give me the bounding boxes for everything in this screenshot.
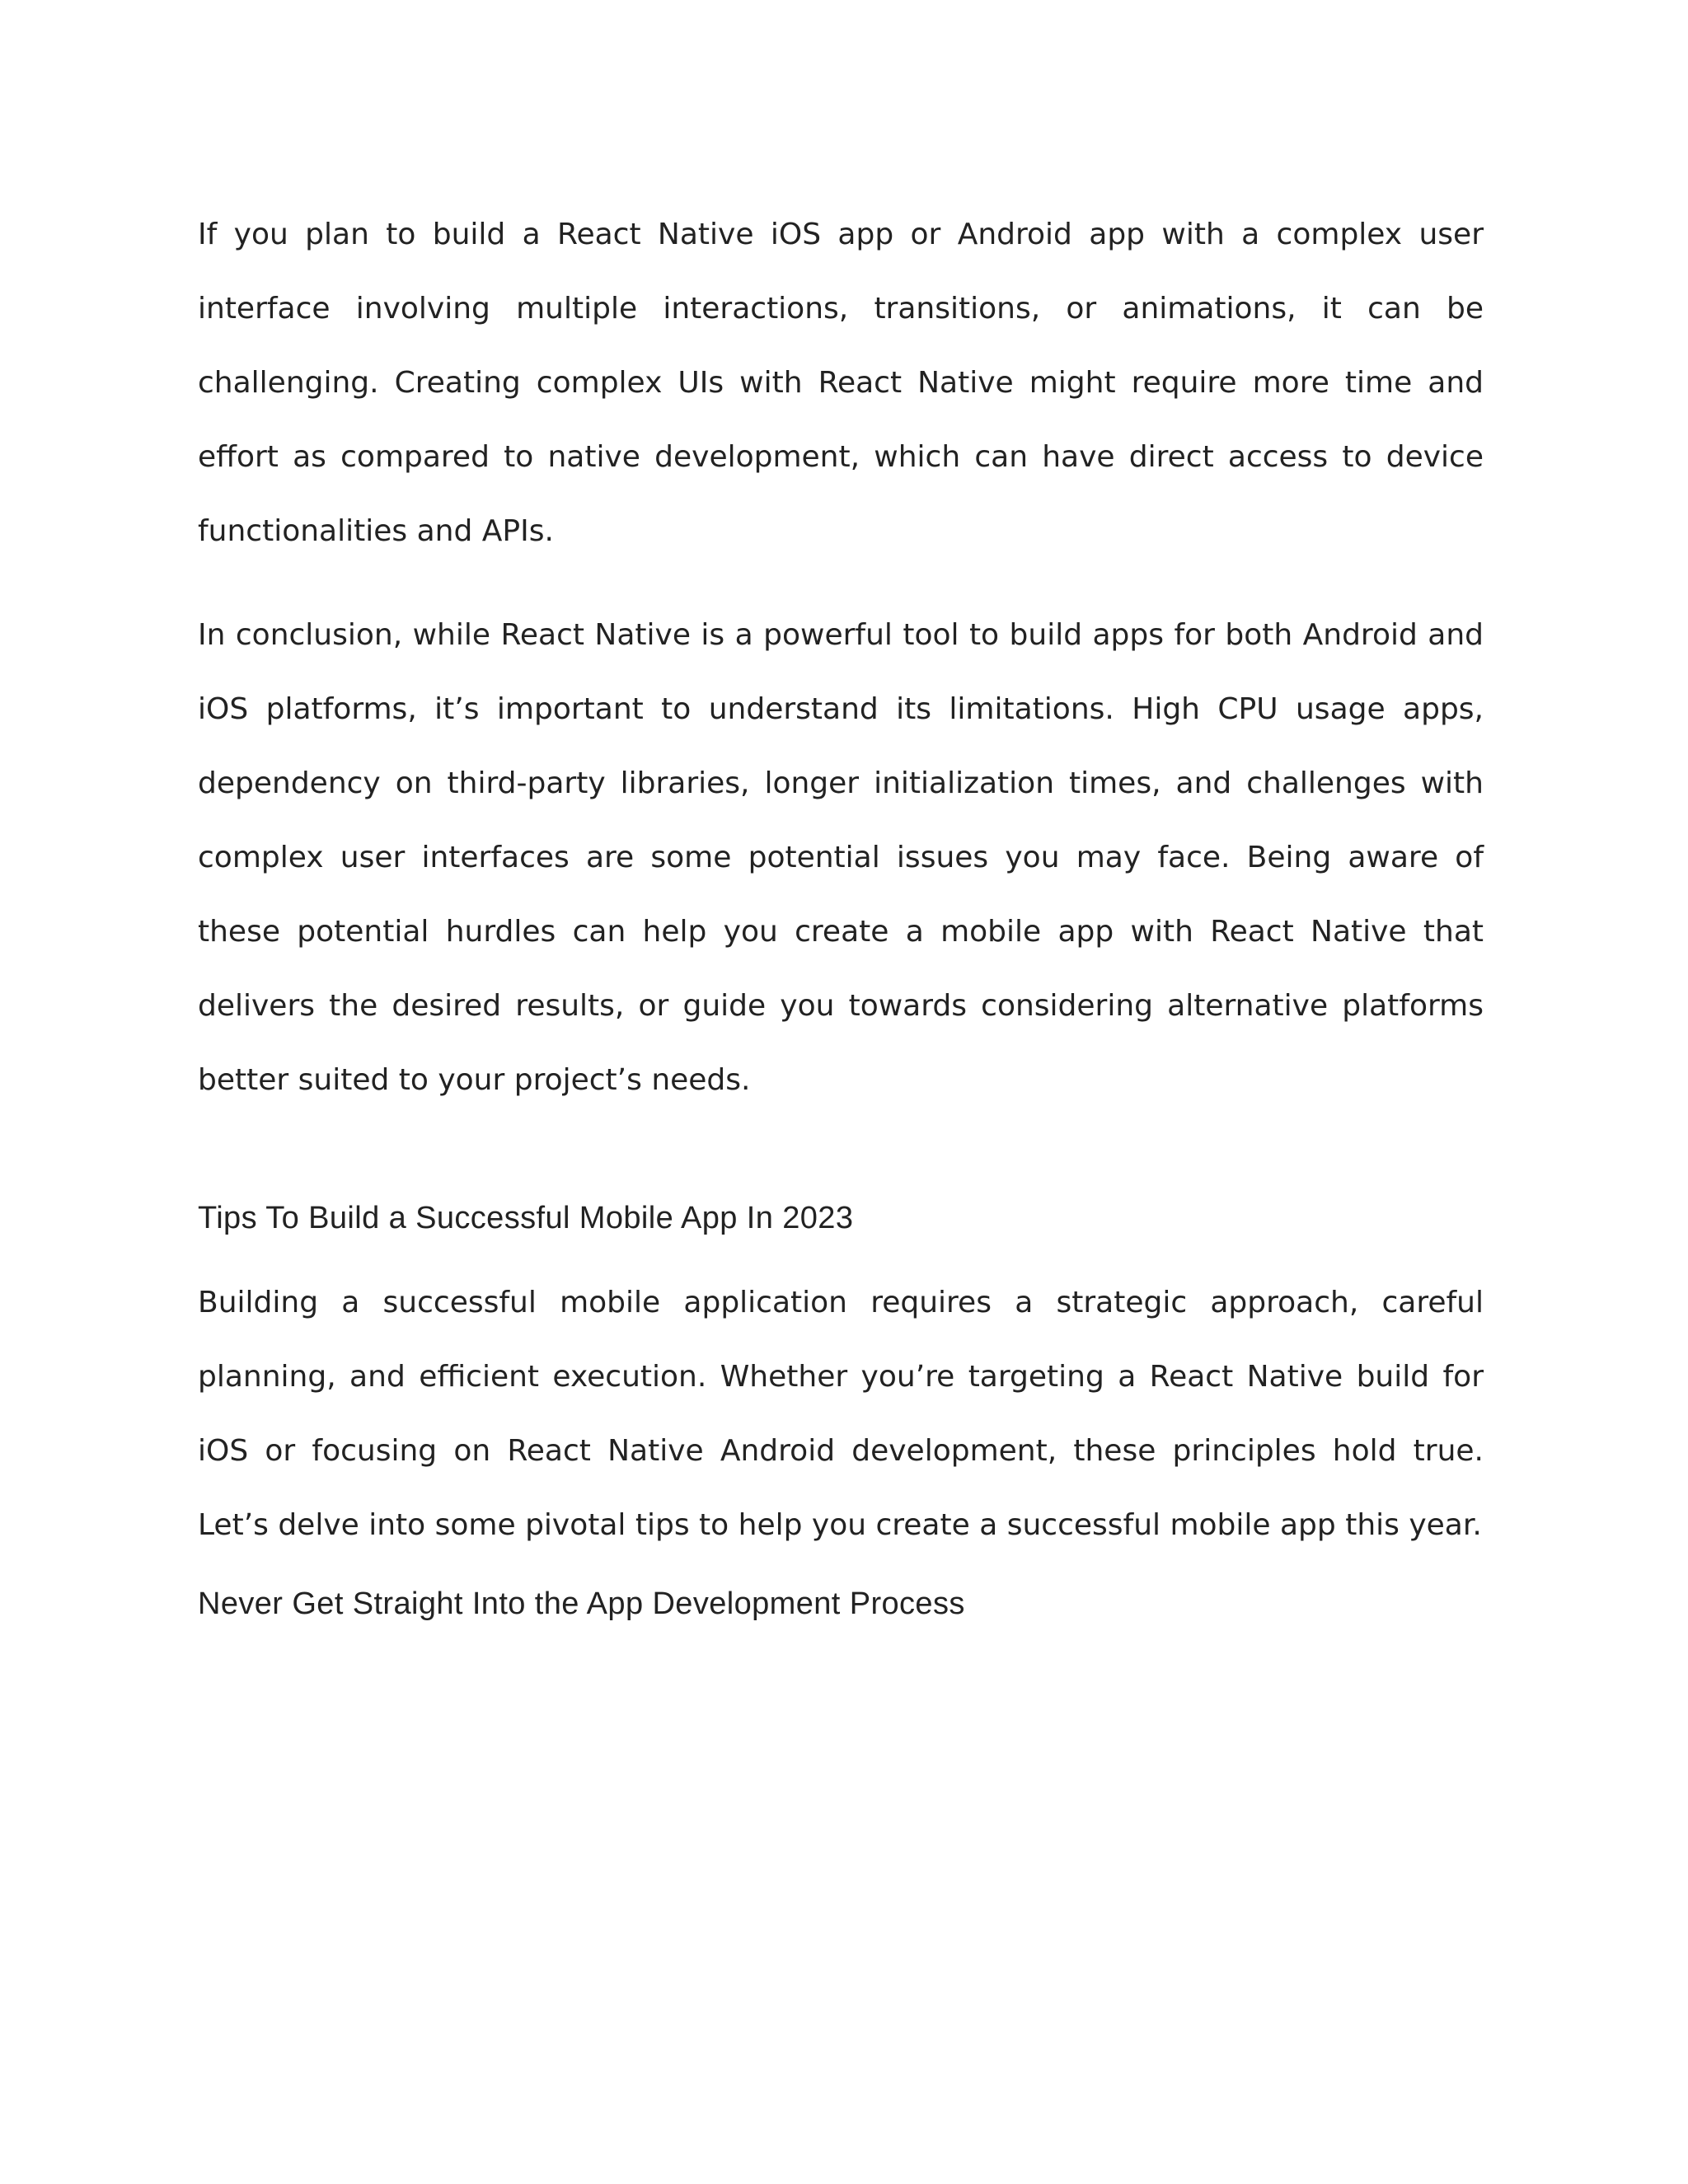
document-page bbox=[198, 198, 1484, 1629]
heading-tips: Tips To Build a Successful Mobile App In 2023 bbox=[198, 1201, 854, 1235]
paragraph-tips: Building a successful mobile application requires a strategic approach, careful planning, and efficient execution. Whether you’re targeting a React Native build for iOS or focusing on React Native Android development, these principles hold true. Let’s delve into some pivotal tips to help you create a successful mobile app this year. bbox=[198, 1286, 1484, 1542]
paragraph-conclusion: In conclusion, while React Native is a powerful tool to build apps for both Android and iOS platforms, it’s important to understand its limitations. High CPU usage apps, dependency on third-party libraries, longer initialization times, and challenges with complex user interfaces are some potential issues you may face. Being aware of these potential hurdles can help you create a mobile app with React Native that delivers the desired results, or guide you towards considering alternative platforms better suited to your project’s needs. bbox=[198, 618, 1484, 1097]
paragraph-complex-ui: If you plan to build a React Native iOS app or Android app with a complex user interface involving multiple interactions, transitions, or animations, it can be challenging. Creating complex UIs with React Native might require more time and effort as compared to native development, which can have direct access to device functionalities and APIs. bbox=[198, 218, 1484, 548]
heading-never-get-straight: Never Get Straight Into the App Development Process bbox=[198, 1586, 965, 1621]
